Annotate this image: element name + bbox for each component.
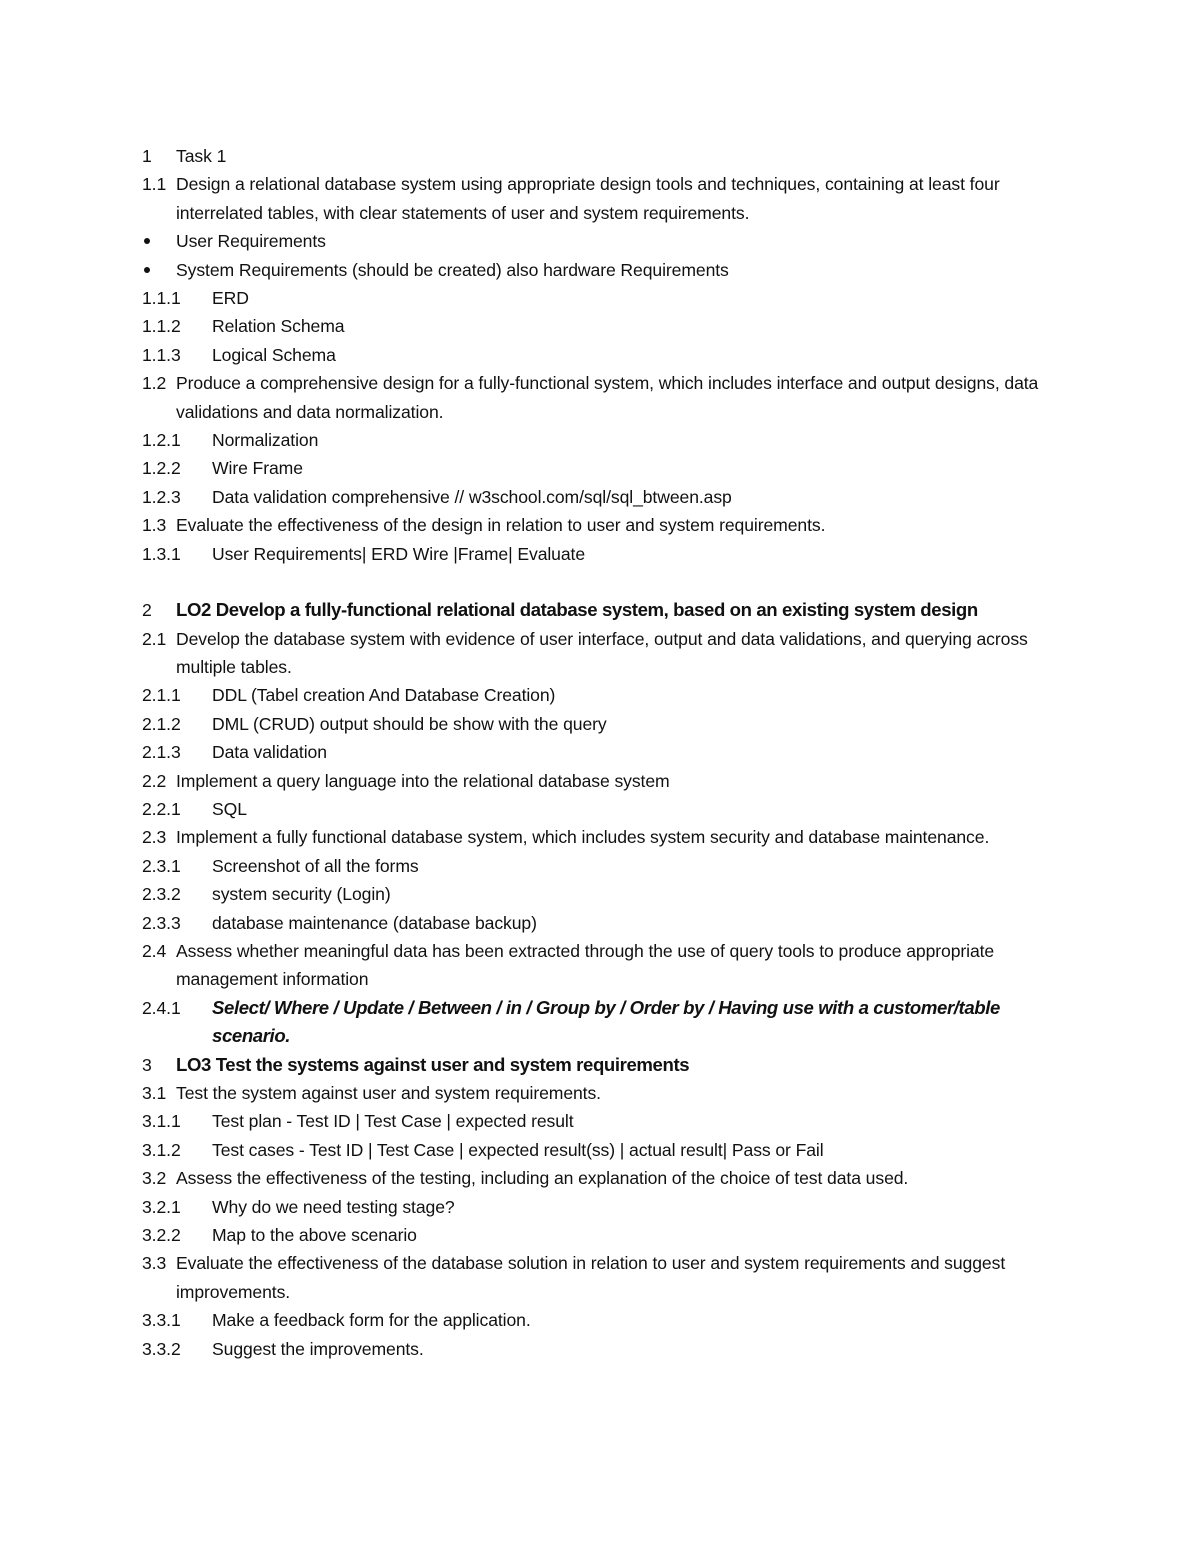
item-number: 3.2.1 (142, 1196, 181, 1217)
item-1-2-2 (142, 454, 1072, 482)
item-3-1 (142, 1079, 1072, 1107)
item-number: 1.3.1 (142, 543, 181, 564)
item-text: Make a feedback form for the application. (212, 1310, 531, 1331)
item-number: 3.3.1 (142, 1310, 181, 1331)
bullet-icon (144, 267, 150, 273)
item-2-1 (142, 625, 1072, 682)
item-2-4-1 (142, 994, 1072, 1051)
item-text: User Requirements| ERD Wire |Frame| Evaluate (212, 543, 586, 564)
item-text: Assess the effectiveness of the testing, including an explanation of the choice of test data used. (176, 1168, 909, 1189)
item-text: Evaluate the effectiveness of the design in relation to user and system requirements. (176, 515, 826, 536)
item-number: 2.1 (142, 628, 167, 649)
item-text: Implement a query language into the relational database system (176, 770, 670, 791)
item-number: 3.3 (142, 1253, 167, 1274)
item-number: 2.4.1 (142, 997, 181, 1018)
item-number: 1.1 (142, 174, 167, 195)
section-gap (142, 568, 1072, 596)
item-number: 3 (142, 1054, 152, 1075)
item-3-3-2 (142, 1335, 1072, 1363)
item-number: 3.1.2 (142, 1139, 181, 1160)
item-text: Assess whether meaningful data has been extracted through the use of query tools to produce appropriate management information (176, 940, 995, 990)
item-2-4 (142, 937, 1072, 994)
document-body (142, 142, 1072, 1363)
item-text: Suggest the improvements. (212, 1338, 424, 1359)
item-1-2 (142, 369, 1072, 426)
item-text: LO3 Test the systems against user and system requirements (176, 1053, 690, 1075)
item-2-3 (142, 823, 1072, 851)
item-number: 3.2.2 (142, 1225, 181, 1246)
item-number: 3.1.1 (142, 1111, 181, 1132)
item-1-1-1 (142, 284, 1072, 312)
item-3-2-1 (142, 1193, 1072, 1221)
item-number: 2.3 (142, 827, 167, 848)
item-number: 2.1.1 (142, 685, 181, 706)
item-text: Relation Schema (212, 316, 345, 337)
item-text: Test cases - Test ID | Test Case | expected result(ss) | actual result| Pass or Fail (212, 1139, 824, 1160)
item-number: 2.1.2 (142, 713, 181, 734)
item-1-1-2 (142, 312, 1072, 340)
item-3-3-1 (142, 1306, 1072, 1334)
item-2-1-2 (142, 710, 1072, 738)
item-text: Develop the database system with evidence of user interface, output and data validations, and querying across multiple tables. (176, 628, 1028, 677)
item-text: database maintenance (database backup) (212, 912, 537, 933)
item-number: 2.3.3 (142, 912, 181, 933)
item-2-3-1 (142, 852, 1072, 880)
bullet-user-requirements (142, 227, 1072, 255)
item-text: Select/ Where / Update / Between / in / Group by / Order by / Having use with a customer/table scenario. (212, 996, 1000, 1047)
item-text: User Requirements (176, 231, 326, 252)
item-text: Logical Schema (212, 344, 336, 365)
item-text: Produce a comprehensive design for a fully-functional system, which includes interface and output designs, data validations and data normalization. (176, 373, 1039, 422)
heading-lo2 (142, 596, 1072, 624)
item-text: DML (CRUD) output should be show with the query (212, 713, 607, 734)
item-1-3-1 (142, 540, 1072, 568)
item-text: DDL (Tabel creation And Database Creation) (212, 685, 556, 706)
item-1-2-1 (142, 426, 1072, 454)
item-text: SQL (212, 798, 247, 819)
item-2-3-2 (142, 880, 1072, 908)
item-number: 2.1.3 (142, 742, 181, 763)
item-number: 1.2.3 (142, 486, 181, 507)
item-text: Implement a fully functional database system, which includes system security and database maintenance. (176, 827, 990, 848)
heading-task-1 (142, 142, 1072, 170)
heading-lo3 (142, 1051, 1072, 1079)
item-text: Normalization (212, 430, 319, 451)
item-number: 1.2.1 (142, 430, 181, 451)
item-text: Data validation (212, 742, 327, 763)
item-number: 2 (142, 600, 152, 621)
item-text: Wire Frame (212, 458, 303, 479)
item-text: Data validation comprehensive // w3school.com/sql/sql_btween.asp (212, 486, 732, 507)
item-number: 3.1 (142, 1083, 167, 1103)
item-3-1-1 (142, 1107, 1072, 1135)
item-1-1 (142, 170, 1072, 227)
item-number: 2.4 (142, 940, 167, 961)
item-number: 2.2 (142, 770, 167, 791)
bullet-system-requirements (142, 256, 1072, 284)
item-1-3 (142, 511, 1072, 539)
item-number: 3.2 (142, 1168, 167, 1189)
item-text: Evaluate the effectiveness of the database solution in relation to user and system requirements and suggest improvements. (176, 1253, 1006, 1302)
item-number: 1.1.2 (142, 316, 181, 337)
item-2-2 (142, 767, 1072, 795)
item-text: Map to the above scenario (212, 1225, 417, 1246)
item-3-2 (142, 1164, 1072, 1192)
item-2-1-1 (142, 681, 1072, 709)
item-number: 2.2.1 (142, 798, 181, 819)
item-text: Test the system against user and system requirements. (176, 1083, 601, 1103)
item-number: 1.2 (142, 373, 167, 394)
item-number: 1.3 (142, 515, 167, 536)
item-number: 1.1.3 (142, 344, 181, 365)
item-text: Screenshot of all the forms (212, 855, 419, 876)
item-2-1-3 (142, 738, 1072, 766)
item-text: Why do we need testing stage? (212, 1196, 455, 1217)
item-2-3-3 (142, 909, 1072, 937)
item-text: LO2 Develop a fully-functional relational database system, based on an existing system design (176, 599, 978, 621)
item-text: System Requirements (should be created) also hardware Requirements (176, 259, 729, 280)
item-1-2-3 (142, 483, 1072, 511)
item-number: 2.3.2 (142, 884, 181, 905)
item-2-2-1 (142, 795, 1072, 823)
item-text: Test plan - Test ID | Test Case | expected result (212, 1111, 574, 1132)
item-number: 3.3.2 (142, 1338, 181, 1359)
item-3-3 (142, 1249, 1072, 1306)
item-3-2-2 (142, 1221, 1072, 1249)
item-number: 1 (142, 146, 152, 166)
item-text: Task 1 (176, 146, 227, 166)
item-text: system security (Login) (212, 884, 391, 905)
item-3-1-2 (142, 1136, 1072, 1164)
item-text: ERD (212, 288, 249, 309)
item-text: Design a relational database system using appropriate design tools and techniques, containing at least four interrelated tables, with clear statements of user and system requirements. (176, 174, 1000, 223)
item-number: 2.3.1 (142, 855, 181, 876)
item-number: 1.1.1 (142, 288, 181, 309)
item-number: 1.2.2 (142, 458, 181, 479)
item-1-1-3 (142, 341, 1072, 369)
